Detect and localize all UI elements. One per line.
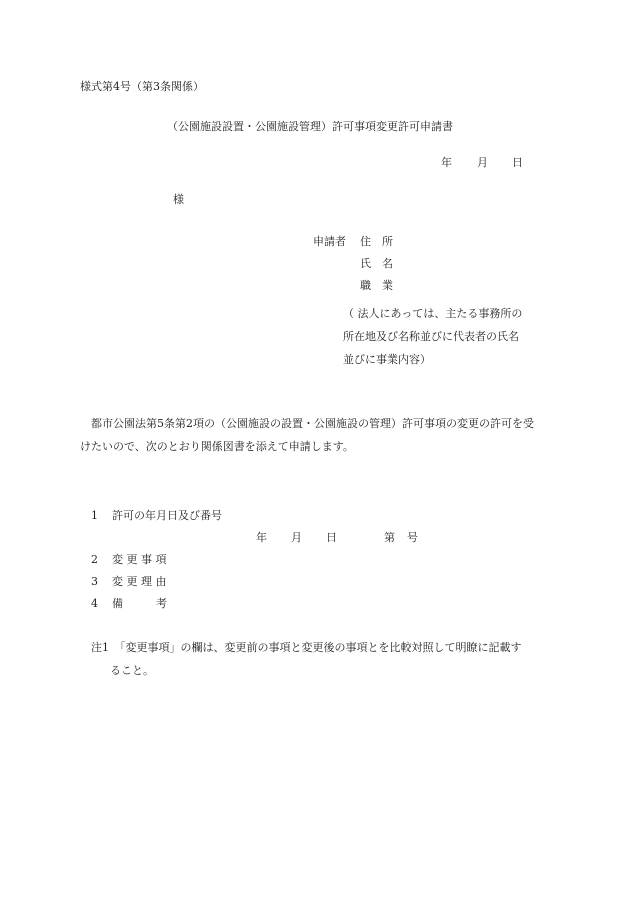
- body-line: けたいので、次のとおり関係図書を添えて申請します。: [80, 440, 354, 453]
- list-item: [91, 510, 222, 521]
- applicant-note-line: 並びに事業内容）: [343, 353, 431, 366]
- item-number: 4: [91, 597, 98, 610]
- applicant-name-label: 氏 名: [360, 257, 393, 270]
- date-year: 年: [441, 156, 452, 169]
- item-number: 3: [91, 575, 98, 588]
- list-item: [91, 554, 167, 565]
- date-month: 月: [477, 156, 488, 169]
- footnote-line: 注1 「変更事項」の欄は、変更前の事項と変更後の事項とを比較対照して明瞭に記載す: [91, 641, 522, 654]
- date-day: 日: [512, 156, 523, 169]
- item-number: 1: [91, 509, 98, 522]
- addressee-suffix: 様: [173, 193, 184, 206]
- applicant-occupation-label: 職 業: [360, 279, 393, 292]
- permit-month: 月: [291, 531, 302, 544]
- item-number: 2: [91, 553, 98, 566]
- form-number: 様式第4号（第3条関係）: [80, 80, 204, 93]
- footnote-line: ること。: [110, 664, 154, 677]
- permit-year: 年: [256, 531, 267, 544]
- applicant-address-label: 住 所: [360, 235, 393, 248]
- body-line: 都市公園法第5条第2項の（公園施設の設置・公園施設の管理）許可事項の変更の許可を受: [91, 417, 534, 430]
- item-label: 変 更 事 項: [112, 553, 167, 566]
- document-title: （公園施設設置・公園施設管理）許可事項変更許可申請書: [167, 120, 453, 133]
- applicant-label: 申請者: [313, 235, 346, 248]
- item-label: 許可の年月日及び番号: [112, 509, 222, 522]
- item-label: 変 更 理 由: [112, 575, 167, 588]
- list-item: [91, 576, 167, 587]
- permit-day: 日: [326, 531, 337, 544]
- applicant-note-line: （ 法人にあっては、主たる事務所の: [343, 307, 523, 320]
- applicant-note-line: 所在地及び名称並びに代表者の氏名: [343, 330, 519, 343]
- permit-dai: 第: [384, 531, 395, 544]
- list-item: [91, 598, 167, 609]
- permit-go: 号: [407, 531, 418, 544]
- item-label: 備 考: [112, 597, 167, 610]
